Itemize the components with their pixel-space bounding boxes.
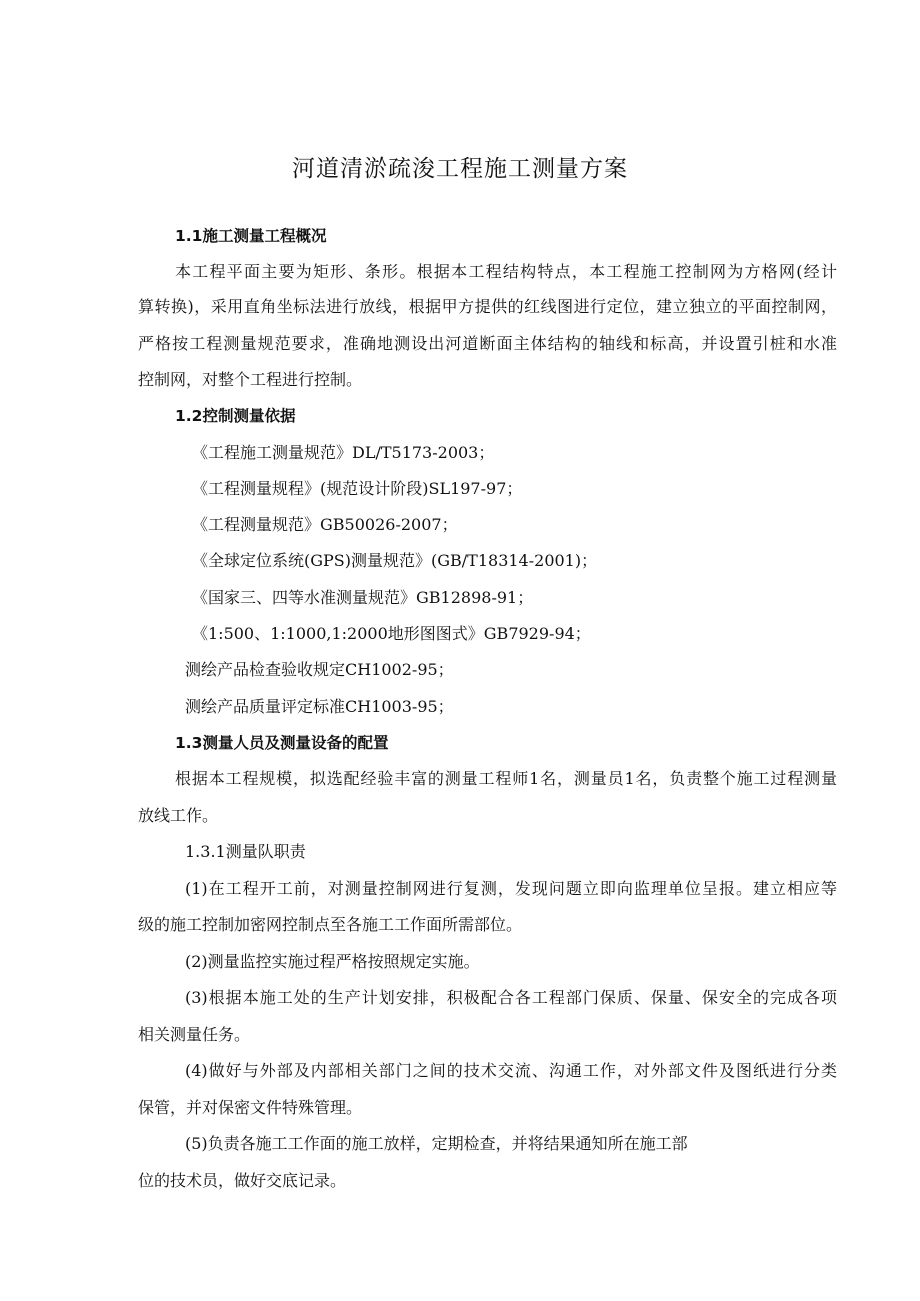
reference-item: 《工程测量规程》(规范设计阶段)SL197-97； — [192, 479, 523, 498]
duty-item-2: (2)测量监控实施过程严格按照规定实施。 — [185, 952, 480, 971]
section-heading-1-3: 1.3测量人员及测量设备的配置 — [175, 734, 389, 752]
paragraph-line: 放线工作。 — [138, 806, 219, 825]
reference-item: 《全球定位系统(GPS)测量规范》(GB/T18314-2001)； — [192, 551, 598, 570]
reference-item: 《国家三、四等水准测量规范》GB12898-91； — [192, 588, 534, 607]
duty-item-1: (1)在工程开工前，对测量控制网进行复测，发现问题立即向监理单位呈报。建立相应等 — [185, 879, 837, 898]
paragraph-line: 算转换)，采用直角坐标法进行放线，根据甲方提供的红线图进行定位，建立独立的平面控制网， — [138, 297, 837, 316]
reference-item: 测绘产品检查验收规定CH1002-95； — [185, 660, 454, 679]
subsection-heading-1-3-1: 1.3.1测量队职责 — [185, 842, 306, 861]
section-heading-1-2: 1.2控制测量依据 — [175, 407, 296, 425]
duty-item-4-continued: 保管，并对保密文件特殊管理。 — [138, 1098, 363, 1117]
reference-item: 《1:500、1:1000,1:2000地形图图式》GB7929-94； — [192, 624, 591, 643]
reference-item: 《工程施工测量规范》DL/T5173-2003； — [192, 443, 495, 462]
duty-item-1-continued: 级的施工控制加密网控制点至各施工工作面所需部位。 — [138, 915, 523, 934]
duty-item-3-continued: 相关测量任务。 — [138, 1025, 251, 1044]
paragraph-line: 严格按工程测量规范要求，准确地测设出河道断面主体结构的轴线和标高，并设置引桩和水准 — [138, 334, 837, 353]
duty-item-5: (5)负责各施工工作面的施工放样，定期检查，并将结果通知所在施工部 — [185, 1134, 688, 1153]
paragraph-line: 控制网，对整个工程进行控制。 — [138, 370, 363, 389]
reference-item: 《工程测量规范》GB50026-2007； — [192, 515, 458, 534]
duty-item-3: (3)根据本施工处的生产计划安排，积极配合各工程部门保质、保量、保安全的完成各项 — [185, 988, 837, 1007]
duty-item-4: (4)做好与外部及内部相关部门之间的技术交流、沟通工作，对外部文件及图纸进行分类 — [185, 1061, 837, 1080]
paragraph-line: 本工程平面主要为矩形、条形。根据本工程结构特点，本工程施工控制网为方格网(经计 — [175, 262, 837, 281]
duty-item-5-continued: 位的技术员，做好交底记录。 — [138, 1171, 347, 1190]
reference-item: 测绘产品质量评定标准CH1003-95； — [185, 697, 454, 716]
page-title: 河道清淤疏浚工程施工测量方案 — [292, 156, 628, 182]
section-heading-1-1: 1.1施工测量工程概况 — [175, 227, 327, 245]
paragraph-line: 根据本工程规模，拟选配经验丰富的测量工程师1名，测量员1名，负责整个施工过程测量 — [175, 769, 837, 788]
